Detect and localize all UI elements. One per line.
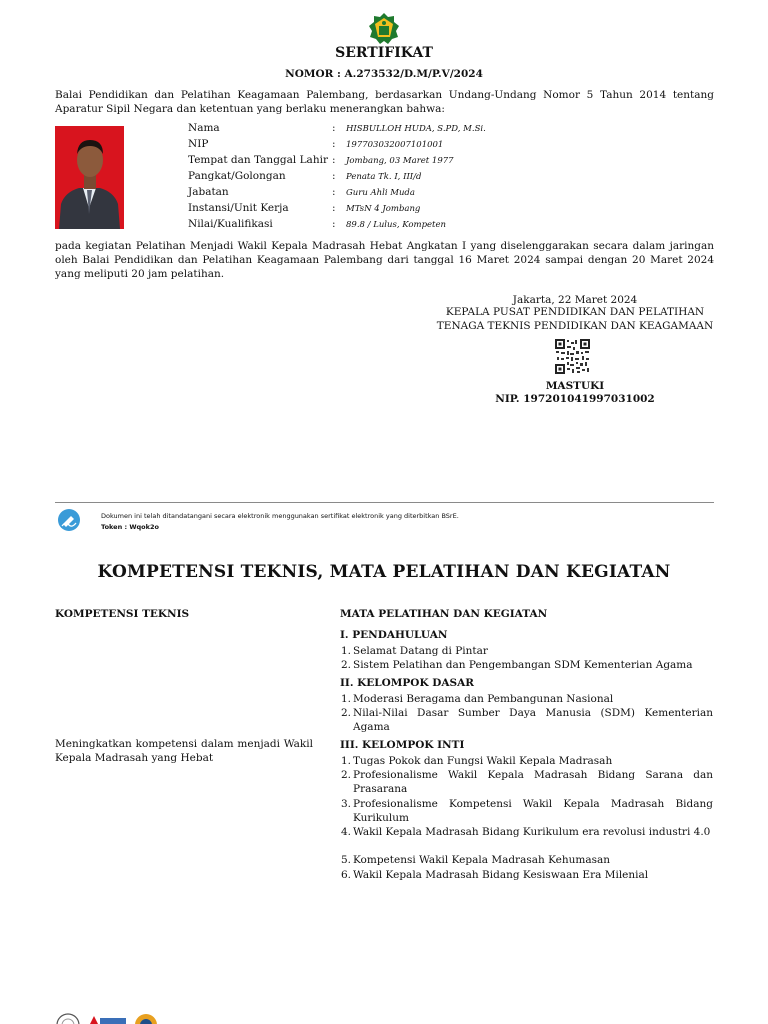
list-item: 4. Wakil Kepala Madrasah Bidang Kurikulum era revolusi industri 4.0: [340, 826, 711, 838]
divider: [55, 502, 714, 503]
signature-place-date: Jakarta, 22 Maret 2024: [512, 294, 638, 306]
list-item: 5. Kompetensi Wakil Kepala Madrasah Kehumasan: [340, 854, 611, 866]
certificate-title: SERTIFIKAT: [335, 45, 433, 61]
partner-logo-icon: [134, 1012, 158, 1024]
field-value-rank: Penata Tk. I, III/d: [346, 172, 422, 182]
field-colon: :: [332, 186, 336, 198]
body-paragraph: pada kegiatan Pelatihan Menjadi Wakil Kepala Madrasah Hebat Angkatan I yang diselenggarakan secara dalam jaringan oleh Balai Pendidikan dan Pelatihan Keagamaan Palembang dari tanggal 16 Maret 2024 sampai dengan 20 Maret 2024 yang meliputi 20 jam pelatihan.: [55, 240, 714, 280]
field-label: Nama: [188, 122, 220, 134]
qr-code-icon: [555, 339, 590, 374]
signature-position-2: TENAGA TEKNIS PENDIDIKAN DAN KEAGAMAAN: [436, 320, 714, 332]
list-item: 1. Tugas Pokok dan Fungsi Wakil Kepala Madrasah: [340, 755, 613, 767]
field-label: Pangkat/Golongan: [188, 170, 286, 182]
intro-paragraph: Balai Pendidikan dan Pelatihan Keagamaan Palembang, berdasarkan Undang-Undang Nomor 5 Tahun 2014 tentang Aparatur Sipil Negara dan ketentuan yang berlaku menerangkan bahwa:: [55, 89, 714, 115]
field-value-nama: HISBULLOH HUDA, S.PD, M.Si.: [346, 124, 486, 134]
right-column-header: MATA PELATIHAN DAN KEGIATAN: [340, 608, 548, 620]
field-colon: :: [332, 218, 336, 230]
bsre-signature-icon: [57, 508, 81, 532]
field-value-nip: 197703032007101001: [346, 140, 444, 150]
left-column-header: KOMPETENSI TEKNIS: [55, 608, 190, 620]
section-title-2: II. KELOMPOK DASAR: [340, 677, 474, 689]
field-colon: :: [332, 202, 336, 214]
list-item: 2. Nilai-Nilai Dasar Sumber Daya Manusia (SDM) Kementerian Agama: [340, 707, 713, 733]
field-label: Jabatan: [188, 186, 229, 198]
esign-note: Dokumen ini telah ditandatangani secara elektronik menggunakan sertifikat elektronik yang diterbitkan BSrE.: [101, 512, 459, 520]
participant-photo: [55, 126, 124, 229]
field-label: Instansi/Unit Kerja: [188, 202, 289, 214]
field-colon: :: [332, 154, 336, 166]
field-label: Nilai/Kualifikasi: [188, 218, 273, 230]
signatory-nip: NIP. 197201041997031002: [495, 393, 655, 405]
signatory-name: MASTUKI: [545, 380, 605, 392]
list-item: 2. Profesionalisme Wakil Kepala Madrasah Bidang Sarana dan Prasarana: [340, 769, 713, 795]
esign-token: Token : Wqok2o: [101, 523, 159, 531]
competency-description: Meningkatkan kompetensi dalam menjadi Wakil Kepala Madrasah yang Hebat: [55, 738, 313, 764]
list-item: 1. Moderasi Beragama dan Pembangunan Nasional: [340, 693, 614, 705]
partner-logo-icon: [55, 1012, 81, 1024]
competency-heading: KOMPETENSI TEKNIS, MATA PELATIHAN DAN KEGIATAN: [97, 562, 671, 582]
signature-position-1: KEPALA PUSAT PENDIDIKAN DAN PELATIHAN: [445, 306, 705, 318]
field-value-score: 89.8 / Lulus, Kompeten: [346, 220, 446, 230]
section-title-1: I. PENDAHULUAN: [340, 629, 448, 641]
field-colon: :: [332, 138, 336, 150]
list-item: 2. Sistem Pelatihan dan Pengembangan SDM Kementerian Agama: [340, 659, 693, 671]
list-item: 1. Selamat Datang di Pintar: [340, 645, 488, 657]
field-label: NIP: [188, 138, 209, 150]
certificate-number: NOMOR : A.273532/D.M/P.V/2024: [285, 68, 483, 80]
list-item: 3. Profesionalisme Kompetensi Wakil Kepala Madrasah Bidang Kurikulum: [340, 798, 713, 824]
field-colon: :: [332, 122, 336, 134]
field-value-birth: Jombang, 03 Maret 1977: [346, 156, 454, 166]
section-title-3: III. KELOMPOK INTI: [340, 739, 465, 751]
field-label: Tempat dan Tanggal Lahir: [188, 154, 328, 166]
partner-logo-icon: [90, 1012, 128, 1024]
kemenag-logo-icon: [367, 12, 401, 46]
list-item: 6. Wakil Kepala Madrasah Bidang Kesiswaan Era Milenial: [340, 869, 649, 881]
field-value-position: Guru Ahli Muda: [346, 188, 415, 198]
field-value-institution: MTsN 4 Jombang: [346, 204, 421, 214]
field-colon: :: [332, 170, 336, 182]
